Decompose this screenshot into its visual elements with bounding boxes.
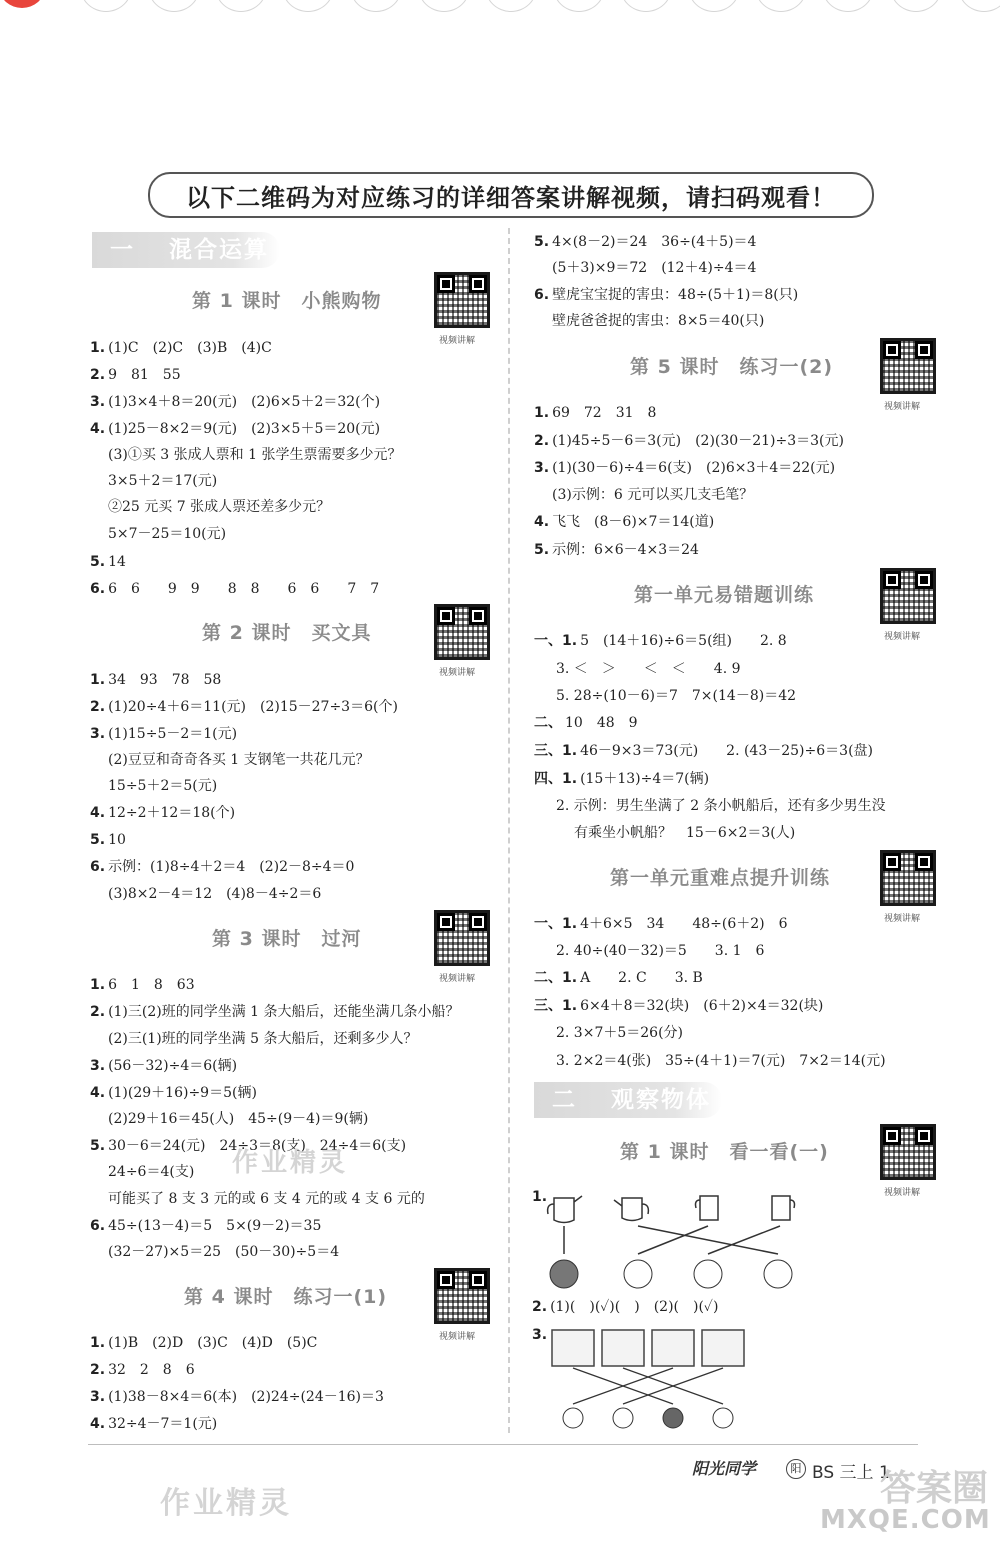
qr-code-icon[interactable] (434, 272, 490, 328)
picture-frame-icon (552, 1330, 594, 1366)
answer-line (108, 1030, 417, 1048)
item-number: 6. (534, 287, 550, 303)
answer-line (534, 233, 756, 251)
child-face-icon (694, 1260, 722, 1288)
answer-text: 3. 2×2＝4(张) 35÷(4＋1)＝7(元) 7×2＝14(元) (556, 1053, 886, 1069)
toolbar-circle-icon[interactable] (282, 0, 334, 12)
answer-text: 2. 40÷(40－32)＝5 3. 1 6 (556, 943, 765, 959)
toolbar-circle-icon[interactable] (620, 0, 672, 12)
qr-code-icon[interactable] (880, 338, 936, 394)
answer-text: 14 (108, 554, 126, 570)
qr-label: 视频讲解 (439, 336, 476, 346)
answer-text: (1)(30－6)÷4＝6(支) (2)6×3＋4＝22(元) (552, 460, 836, 476)
lesson-title: 第一单元易错题训练 (634, 584, 815, 606)
toolbar-circle-icon[interactable] (755, 0, 807, 12)
answer-line (108, 1243, 339, 1261)
answer-line (108, 751, 370, 769)
answer-line (90, 831, 126, 849)
answer-text: 30－6＝24(元) 24÷3＝8(支) 24÷4＝6(支) (108, 1138, 407, 1154)
answer-line (534, 714, 638, 732)
answer-text: 5 (14＋16)÷6＝5(组) 2. 8 (580, 633, 787, 649)
answer-text: 45÷(13－4)＝5 5×(9－2)＝35 (108, 1218, 322, 1234)
qr-code-icon[interactable] (880, 850, 936, 906)
answer-line (90, 580, 379, 598)
answer-text: (2)三(1)班的同学坐满 5 条大船后，还剩多少人？ (108, 1031, 418, 1047)
answer-line (534, 742, 873, 760)
answer-line (90, 393, 380, 411)
brand-logo: 阳光同学 (692, 1459, 757, 1478)
toolbar-circle-icon[interactable] (148, 0, 200, 12)
answer-text: ②25 元买 7 张成人票还差多少元？ (108, 499, 331, 515)
answer-line (534, 969, 703, 987)
toolbar-circle-icon[interactable] (688, 0, 740, 12)
answer-line (556, 797, 886, 815)
answer-line (90, 1415, 217, 1433)
child-face-icon (764, 1260, 792, 1288)
item-number: 1. (90, 340, 106, 356)
answer-text: (15＋13)÷4＝7(辆) (580, 771, 710, 787)
answer-line (574, 824, 795, 842)
item-number: 6. (90, 859, 106, 875)
answer-line (556, 942, 764, 960)
answer-line (552, 486, 753, 504)
answer-text: 有乘坐小帆船？ 15－6×2＝3(人) (574, 825, 796, 841)
answer-line (534, 459, 835, 477)
unit-header-1 (92, 232, 280, 268)
answer-line (90, 671, 221, 689)
item-number: 1. (90, 672, 106, 688)
answer-text: 32÷4－7＝1(元) (108, 1416, 218, 1432)
answer-line (108, 472, 217, 490)
answer-text: (1)C (2)C (3)B (4)C (108, 340, 272, 356)
qr-code-icon[interactable] (434, 1268, 490, 1324)
unit-number: 二 (552, 1087, 577, 1113)
answer-line (108, 1110, 368, 1128)
picture-frame-icon (652, 1330, 694, 1366)
child-face-icon (624, 1260, 652, 1288)
red-dot-icon[interactable] (0, 0, 44, 8)
answer-line (108, 1190, 425, 1208)
answer-line (90, 1388, 384, 1406)
brand-circle-badge: 阳 (786, 1459, 806, 1479)
child-face-icon (563, 1408, 583, 1428)
item-number: 一、1. (534, 633, 578, 649)
answer-line (90, 420, 380, 438)
unit-number: 一 (110, 237, 135, 263)
qr-code-icon[interactable] (880, 568, 936, 624)
top-toolbar (0, 0, 1000, 12)
item-number: 5. (534, 234, 550, 250)
lesson-title: 第 3 课时 过河 (212, 928, 362, 950)
answer-text: (1)45÷5－6＝3(元) (2)(30－21)÷3＝3(元) (552, 433, 844, 449)
watermark-text: 作业精灵 (160, 1486, 292, 1521)
answer-text: A 2. C 3. B (580, 970, 703, 986)
answer-line (534, 770, 709, 788)
column-divider (508, 228, 510, 1433)
lesson-title: 第 5 课时 练习一(2) (630, 356, 834, 378)
toolbar-circle-icon[interactable] (80, 0, 132, 12)
answer-text: 示例：(1)8÷4＋2＝4 (2)2－8÷4＝0 (108, 859, 355, 875)
answer-text: 10 (108, 832, 126, 848)
answer-text: 12÷2＋12＝18(个) (108, 805, 236, 821)
qr-code-icon[interactable] (434, 910, 490, 966)
answer-text: 46－9×3＝73(元) 2. (43－25)÷6＝3(盘) (580, 743, 873, 759)
item-number: 一、1. (534, 916, 578, 932)
answer-line (90, 698, 398, 716)
child-face-icon (713, 1408, 733, 1428)
toolbar-circle-icon[interactable] (215, 0, 267, 12)
item-number: 5. (90, 554, 106, 570)
answer-line (552, 259, 756, 277)
child-face-icon (663, 1408, 683, 1428)
answer-text: (1)B (2)D (3)C (4)D (5)C (108, 1335, 318, 1351)
picture-frame-icon (602, 1330, 644, 1366)
answer-line (108, 885, 321, 903)
answer-text: 4＋6×5 34 48÷(6＋2) 6 (580, 916, 788, 932)
item-number: 3. (532, 1327, 548, 1343)
item-number: 三、1. (534, 998, 578, 1014)
qr-label: 视频讲解 (439, 1332, 476, 1342)
item-number: 2. (90, 699, 106, 715)
lesson-title: 第 1 课时 小熊购物 (192, 290, 382, 312)
answer-text: 2. 示例：男生坐满了 2 条小帆船后，还有多少男生没 (556, 798, 886, 814)
answer-text: 24÷6＝4(支) (108, 1164, 195, 1180)
answer-line (534, 541, 699, 559)
answer-line (556, 660, 741, 678)
picture-frame-icon (702, 1330, 744, 1366)
child-face-icon (613, 1408, 633, 1428)
answer-line (534, 513, 714, 531)
answer-text: 4×(8－2)＝24 36÷(4＋5)＝4 (552, 234, 757, 250)
answer-text: 6×4＋8＝32(块) (6＋2)×4＝32(块) (580, 998, 824, 1014)
qr-label: 视频讲解 (439, 668, 476, 678)
answer-line (556, 1052, 886, 1070)
item-number: 三、1. (534, 743, 578, 759)
unit-title: 观察物体 (611, 1087, 711, 1113)
item-number: 4. (90, 1085, 106, 1101)
answer-text: (1)三(2)班的同学坐满 1 条大船后，还能坐满几条小船？ (108, 1004, 460, 1020)
answer-text: (5＋3)×9＝72 (12＋4)÷4＝4 (552, 260, 757, 276)
toolbar-circle-icon[interactable] (350, 0, 402, 12)
answer-text: 飞飞 (8－6)×7＝14(道) (552, 514, 715, 530)
item-number: 四、1. (534, 771, 578, 787)
item-number: 2. (90, 1004, 106, 1020)
answer-text: 6 6 9 9 8 8 6 6 7 7 (108, 581, 380, 597)
lesson-title: 第 4 课时 练习一(1) (184, 1286, 388, 1308)
answer-text: 2. 3×7＋5＝26(分) (556, 1025, 683, 1041)
item-number: 4. (534, 514, 550, 530)
answer-line (556, 1024, 683, 1042)
lesson-title: 第 1 课时 看一看(一) (620, 1141, 829, 1163)
item-number: 4. (90, 805, 106, 821)
item-number: 2. (532, 1299, 548, 1315)
item-number: 3. (90, 1058, 106, 1074)
item-number: 4. (90, 1416, 106, 1432)
answer-text: (1)25－8×2＝9(元) (2)3×5＋5＝20(元) (108, 421, 381, 437)
answer-text: (56－32)÷4＝6(辆) (108, 1058, 238, 1074)
answer-line (108, 777, 217, 795)
answer-line (108, 1163, 194, 1181)
answer-text: 69 72 31 8 (552, 405, 657, 421)
answer-line (534, 404, 656, 422)
answer-text: 10 48 9 (565, 715, 638, 731)
answer-line (556, 687, 796, 705)
answer-line (90, 1217, 321, 1235)
answer-text: (1)15÷5－2＝1(元) (108, 726, 238, 742)
unit-header-2 (534, 1082, 722, 1118)
item-number: 4. (90, 421, 106, 437)
watermark-text: 作业精灵 (232, 1148, 349, 1178)
toolbar-circle-icon[interactable] (822, 0, 874, 12)
qr-label: 视频讲解 (884, 914, 921, 924)
answer-line (108, 525, 226, 543)
item-number: 二、1. (534, 970, 578, 986)
answer-text: 可能买了 8 支 3 元的或 6 支 4 元的或 4 支 6 元的 (108, 1191, 425, 1207)
answer-text: 6 1 8 63 (108, 977, 195, 993)
answer-text: 壁虎宝宝捉的害虫：48÷(5＋1)＝8(只) (552, 287, 799, 303)
item-number: 3. (534, 460, 550, 476)
book-code: BS 三上 1 (812, 1463, 890, 1483)
lesson-title: 第一单元重难点提升训练 (610, 867, 831, 889)
answer-text: 3×5＋2＝17(元) (108, 473, 218, 489)
qr-code-icon[interactable] (434, 604, 490, 660)
answer-line (534, 286, 798, 304)
answer-text: (2)豆豆和奇奇各买 1 支钢笔一共花几元？ (108, 752, 370, 768)
item-number: 1. (532, 1189, 548, 1205)
answer-text: 示例：6×6－4×3＝24 (552, 542, 699, 558)
item-number: 1. (534, 405, 550, 421)
answer-text: 32 2 8 6 (108, 1362, 195, 1378)
item-number: 3. (90, 1389, 106, 1405)
answer-line (90, 804, 235, 822)
toolbar-circle-icon[interactable] (485, 0, 537, 12)
item-number: 2. (90, 367, 106, 383)
answer-text: (1)(29＋16)÷9＝5(辆) (108, 1085, 257, 1101)
item-number: 6. (90, 1218, 106, 1234)
qr-label: 视频讲解 (884, 402, 921, 412)
qr-label: 视频讲解 (439, 974, 476, 984)
answer-text: 9 81 55 (108, 367, 181, 383)
answer-line (90, 366, 181, 384)
answer-line (90, 725, 237, 743)
answer-text: 3. ＜ ＞ ＜ ＜ 4. 9 (556, 661, 741, 677)
toolbar-circle-icon[interactable] (890, 0, 942, 12)
answer-text: 壁虎爸爸捉的害虫：8×5＝40(只) (552, 313, 765, 329)
answer-text: 34 93 78 58 (108, 672, 222, 688)
answer-line (534, 997, 823, 1015)
child-face-icon (550, 1260, 578, 1288)
answer-line (90, 339, 272, 357)
answer-line (90, 553, 126, 571)
answer-line (108, 446, 401, 464)
item-number: 2. (534, 433, 550, 449)
answer-text: 15÷5＋2＝5(元) (108, 778, 218, 794)
pot-icon (772, 1196, 795, 1220)
answer-text: (1)( )(✓)( ) (2)( )(✓) (550, 1299, 719, 1315)
toolbar-circle-icon[interactable] (958, 0, 1000, 12)
item-number: 1. (90, 1335, 106, 1351)
answer-line (90, 1361, 195, 1379)
answer-line (108, 498, 330, 516)
answer-text: (3)示例：6 元可以买几支毛笔？ (552, 487, 754, 503)
answer-line (90, 1334, 317, 1352)
qr-code-icon[interactable] (880, 1124, 936, 1180)
item-number: 二、 (534, 715, 562, 731)
qr-banner: 以下二维码为对应练习的详细答案讲解视频，请扫码观看！ (148, 172, 874, 218)
item-number: 5. (90, 1138, 106, 1154)
item-number: 3. (90, 394, 106, 410)
answer-line (534, 432, 844, 450)
item-number: 5. (534, 542, 550, 558)
item-number: 6. (90, 581, 106, 597)
watermark-logo: 答案圈 (880, 1468, 989, 1509)
answer-line (534, 915, 788, 933)
unit-title: 混合运算 (169, 237, 269, 263)
toolbar-circle-icon[interactable] (553, 0, 605, 12)
answer-text: (3)①买 3 张成人票和 1 张学生票需要多少元？ (108, 447, 402, 463)
answer-text: (32－27)×5＝25 (50－30)÷5＝4 (108, 1244, 340, 1260)
footer-rule (88, 1444, 918, 1445)
toolbar-circle-icon[interactable] (418, 0, 470, 12)
watermark-site: MXQE.COM (820, 1505, 991, 1535)
picture-matching-figure (548, 1326, 758, 1432)
answer-text: (1)38－8×4＝6(本) (2)24÷(24－16)＝3 (108, 1389, 384, 1405)
qr-label: 视频讲解 (884, 632, 921, 642)
item-number: 5. (90, 832, 106, 848)
qr-label: 视频讲解 (884, 1188, 921, 1198)
answer-text: (3)8×2－4＝12 (4)8－4÷2＝6 (108, 886, 322, 902)
answer-line (90, 976, 195, 994)
answer-line (534, 632, 787, 650)
pot-icon (696, 1196, 719, 1220)
answer-text: (2)29＋16＝45(人) 45÷(9－4)＝9(辆) (108, 1111, 369, 1127)
teapot-matching-figure (540, 1186, 810, 1296)
item-number: 1. (90, 977, 106, 993)
answer-line (90, 1003, 460, 1021)
answer-text: 5×7－25＝10(元) (108, 526, 227, 542)
answer-text: 5. 28÷(10－6)＝7 7×(14－8)＝42 (556, 688, 797, 704)
item-number: 3. (90, 726, 106, 742)
teapot-icon (548, 1196, 582, 1223)
answer-line (532, 1298, 718, 1316)
answer-line (90, 1084, 257, 1102)
answer-text: (1)20÷4＋6＝11(元) (2)15－27÷3＝6(个) (108, 699, 398, 715)
answer-text: (1)3×4＋8＝20(元) (2)6×5＋2＝32(个) (108, 394, 381, 410)
item-number: 2. (90, 1362, 106, 1378)
answer-line (90, 858, 354, 876)
answer-line (90, 1057, 237, 1075)
lesson-title: 第 2 课时 买文具 (202, 622, 372, 644)
teapot-icon (614, 1198, 648, 1221)
answer-line (552, 312, 764, 330)
